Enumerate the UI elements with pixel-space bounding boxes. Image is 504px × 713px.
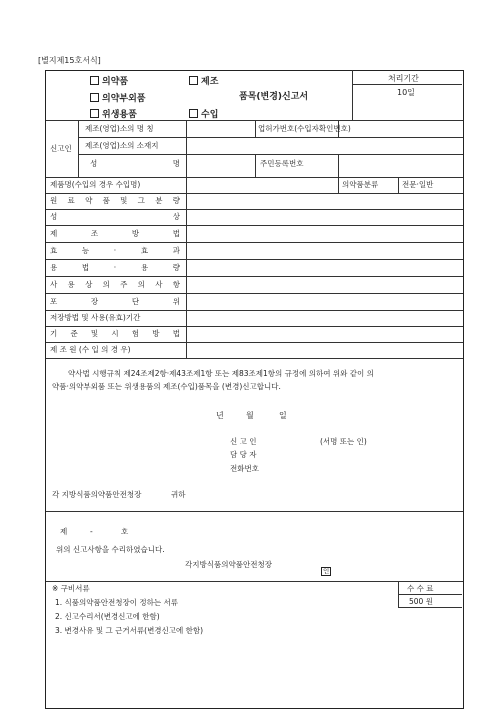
declarant-mid-border xyxy=(255,154,256,177)
declarant-group-border xyxy=(78,120,79,177)
document-item: 1. 식품의약품안전청장이 정하는 서류 xyxy=(55,598,178,607)
checkbox-hygiene[interactable] xyxy=(90,109,137,120)
row-label: 포 장 단 위 xyxy=(50,297,180,306)
row-label: 효 능 · 효 과 xyxy=(50,246,180,255)
license-no-label: 업허가번호(수입자확인번호) xyxy=(258,124,351,133)
checkbox-label: 의약부외품 xyxy=(102,94,146,104)
processing-box-divider xyxy=(352,84,462,85)
declarant-row-line xyxy=(46,177,463,178)
row-label: 원 료 약 품 및 그 분 량 xyxy=(50,196,180,205)
checkbox-label: 수입 xyxy=(201,110,219,120)
row-line xyxy=(46,193,463,194)
row-line xyxy=(46,259,463,260)
addressee: 각 지방식품의약품안전청장 xyxy=(52,490,142,499)
statement-line-2: 약품·의약부외품 또는 위생용품의 제조(수입)품목을 (변경)신고합니다. xyxy=(52,382,281,391)
fee-label: 수 수 료 xyxy=(407,584,434,593)
row-line xyxy=(46,242,463,243)
acceptance-text: 위의 신고사항을 수리하였습니다. xyxy=(56,545,165,554)
declarant-row-line xyxy=(78,154,463,155)
address-label: 제조(영업)소의 소재지 xyxy=(85,141,159,150)
checkbox-icon[interactable] xyxy=(189,109,198,118)
person-in-charge-label: 담 당 자 xyxy=(230,450,257,459)
processing-box-border xyxy=(352,70,353,120)
declarant-group-label: 신고인 xyxy=(50,144,72,153)
date-day-label: 일 xyxy=(279,411,287,420)
row-line xyxy=(46,293,463,294)
fee-value: 500 원 xyxy=(409,597,433,606)
statement-top-line xyxy=(46,358,463,359)
checkbox-icon[interactable] xyxy=(90,109,99,118)
honorific: 귀하 xyxy=(171,490,186,499)
business-name-label: 제조(영업)소의 명 칭 xyxy=(85,124,154,133)
resident-no-label: 주민등록번호 xyxy=(260,159,304,168)
declarant-mid-border xyxy=(338,154,339,177)
row-label-border xyxy=(186,177,187,358)
row-line xyxy=(46,326,463,327)
issuer: 각지방식품의약품안전청장 xyxy=(185,560,272,569)
product-name-label: 제품명(수입의 경우 수입명) xyxy=(50,180,141,189)
row-label: 사 용 상 의 주 의 사 항 xyxy=(50,280,180,289)
row-label: 저장방법 및 사용(유효)기간 xyxy=(50,313,141,322)
declarant-row-line xyxy=(78,137,463,138)
fee-box-divider xyxy=(398,594,462,595)
checkbox-icon[interactable] xyxy=(189,76,198,85)
classification-border xyxy=(398,177,399,193)
checkbox-medicine[interactable] xyxy=(90,76,128,87)
row-label: 제 조 방 법 xyxy=(50,229,180,238)
processing-period-value: 10일 xyxy=(397,88,415,97)
checkbox-manufacture[interactable] xyxy=(189,76,218,87)
footer-top-line xyxy=(46,581,463,582)
signature-label: (서명 또는 인) xyxy=(320,437,367,446)
seal-icon: 인 xyxy=(323,567,330,575)
checkbox-import[interactable] xyxy=(189,109,218,120)
checkbox-quasi-drug[interactable] xyxy=(90,93,145,104)
documents-heading: ※ 구비서류 xyxy=(52,584,90,593)
row-line xyxy=(46,342,463,343)
row-label: 기 준 및 시 험 방 법 xyxy=(50,329,180,338)
form-title: 품목(변경)신고서 xyxy=(239,92,309,102)
document-item: 3. 변경사유 및 그 근거서류(변경신고에 한함) xyxy=(55,626,204,635)
date-month-label: 월 xyxy=(246,411,254,420)
row-line xyxy=(46,310,463,311)
processing-period-label: 처리기간 xyxy=(388,74,419,83)
checkbox-label: 제조 xyxy=(201,77,219,87)
checkbox-label: 위생용품 xyxy=(102,110,137,120)
fee-box-bottom xyxy=(398,607,462,608)
declarant-sign-label: 신 고 인 xyxy=(230,437,257,446)
checkbox-label: 의약품 xyxy=(102,77,129,87)
row-label: 성 상 xyxy=(50,212,180,221)
declarant-mid-border xyxy=(255,120,256,137)
row-line xyxy=(46,276,463,277)
row-label: 용 법 · 용 량 xyxy=(50,263,180,272)
row-line xyxy=(46,225,463,226)
receipt-number-suffix: 호 xyxy=(121,527,129,536)
document-item: 2. 신고수리서(변경신고에 한함) xyxy=(55,612,160,621)
checkbox-icon[interactable] xyxy=(90,93,99,102)
receipt-top-line xyxy=(46,511,463,512)
date-year-label: 년 xyxy=(216,411,224,420)
classification-label: 의약품분류 xyxy=(342,180,379,189)
row-label: 제 조 원 (수 입 의 경 우) xyxy=(50,345,131,354)
name-label: 성 명 xyxy=(90,159,180,168)
classification-value: 전문·일반 xyxy=(402,180,434,189)
form-code: [별지제15호서식] xyxy=(38,56,101,65)
declarant-label-border xyxy=(186,120,187,177)
receipt-number-prefix: 제 xyxy=(60,527,68,536)
receipt-number-dash: - xyxy=(90,527,93,536)
checkbox-icon[interactable] xyxy=(90,76,99,85)
statement-line-1: 약사법 시행규칙 제24조제2항·제43조제1항 또는 제83조제1항의 규정에 의하여 위와 같이 의 xyxy=(68,369,374,378)
phone-label: 전화번호 xyxy=(230,464,259,473)
row-line xyxy=(46,209,463,210)
classification-border xyxy=(338,177,339,193)
